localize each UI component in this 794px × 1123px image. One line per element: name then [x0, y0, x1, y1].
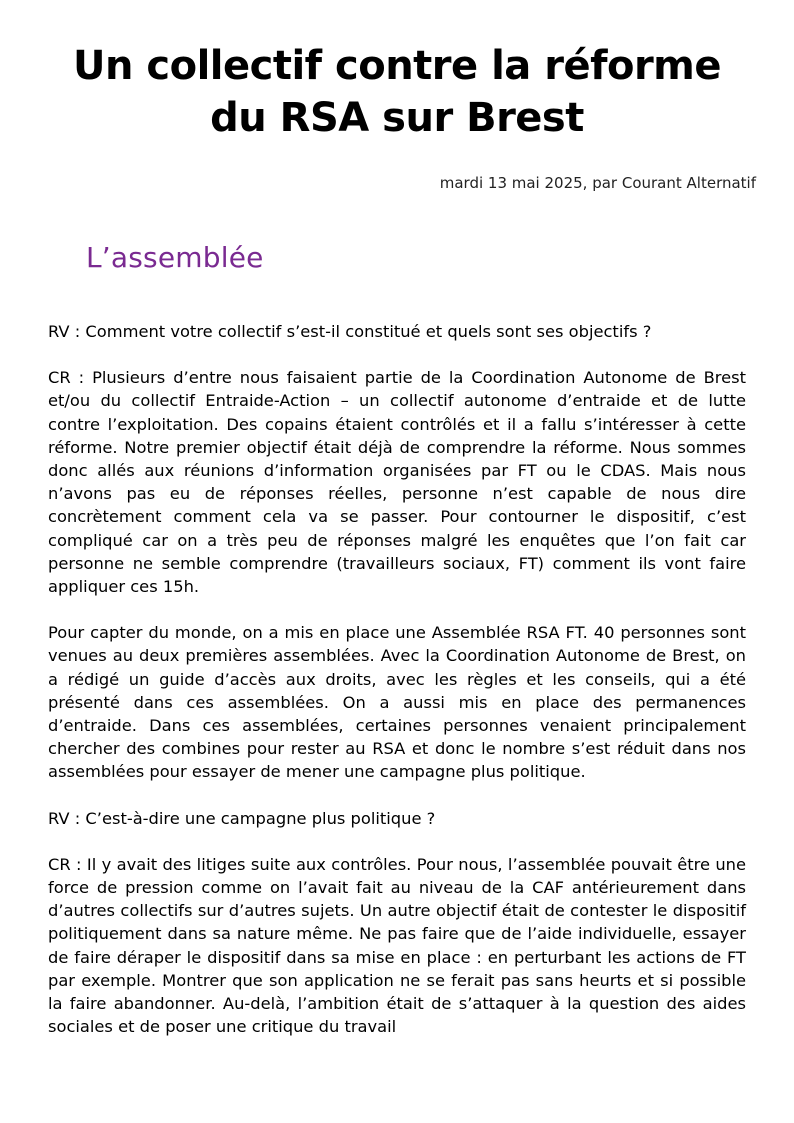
paragraph-answer-1-continued: Pour capter du monde, on a mis en place une Assemblée RSA FT. 40 personnes sont venues au deux premières assemblées. Avec la Coordination Autonome de Brest, on a rédigé un guide d’accès aux droits, avec les règles et les conseils, qui a été présenté dans ces assemblées. On a aussi mis en place des permanences d’entraide. Dans ces assemblées, certaines personnes venaient principalement chercher des combines pour rester au RSA et donc le nombre s’est réduit dans nos assemblées pour essayer de mener une campagne plus politique. — [48, 623, 746, 782]
title-line-1: Un collectif contre la réforme — [73, 43, 721, 89]
paragraph-answer-2: CR : Il y avait des litiges suite aux contrôles. Pour nous, l’assemblée pouvait être une force de pression comme on l’avait fait au niveau de la CAF antérieurement dans d’autres collectifs sur d’autres sujets. Un autre objectif était de contester le dispositif politiquement dans sa nature même. Ne pas faire que de l’aide individuelle, essayer de faire déraper le dispositif dans sa mise en place : en perturbant les actions de FT par exemple. Montrer que son application ne se ferait pas sans heurts et si possible la faire abandonner. Au-delà, l’ambition était de s’attaquer à la question des aides sociales et de poser une critique du travail — [48, 854, 746, 1037]
article-title — [40, 40, 754, 144]
paragraph-answer-1: CR : Plusieurs d’entre nous faisaient partie de la Coordination Autonome de Brest et/ou du collectif Entraide-Action – un collectif autonome d’entraide et de lutte contre l’exploitation. Des copains étaient contrôlés et il a fallu s’intéresser à cette réforme. Notre premier objectif était déjà de comprendre la réforme. Nous sommes donc allés aux réunions d’information organisées par FT ou le CDAS. Mais nous n’avons pas eu de réponses réelles, personne n’est capable de nous dire concrètement comment cela va se passer. Pour contourner le dispositif, c’est compliqué car on a très peu de réponses malgré les enquêtes que l’on fait car personne ne semble comprendre (travailleurs sociaux, FT) comment ils vont faire appliquer ces 15h. — [48, 368, 746, 597]
article-body — [48, 320, 746, 1061]
paragraph-question-2: RV : C’est-à-dire une campagne plus politique ? — [48, 808, 436, 828]
title-line-2: du RSA sur Brest — [210, 95, 584, 141]
article-byline: mardi 13 mai 2025, par Courant Alternatif — [439, 174, 756, 192]
assemblee-logo: L’assemblée — [86, 241, 264, 274]
paragraph-question-1: RV : Comment votre collectif s’est-il constitué et quels sont ses objectifs ? — [48, 322, 652, 341]
